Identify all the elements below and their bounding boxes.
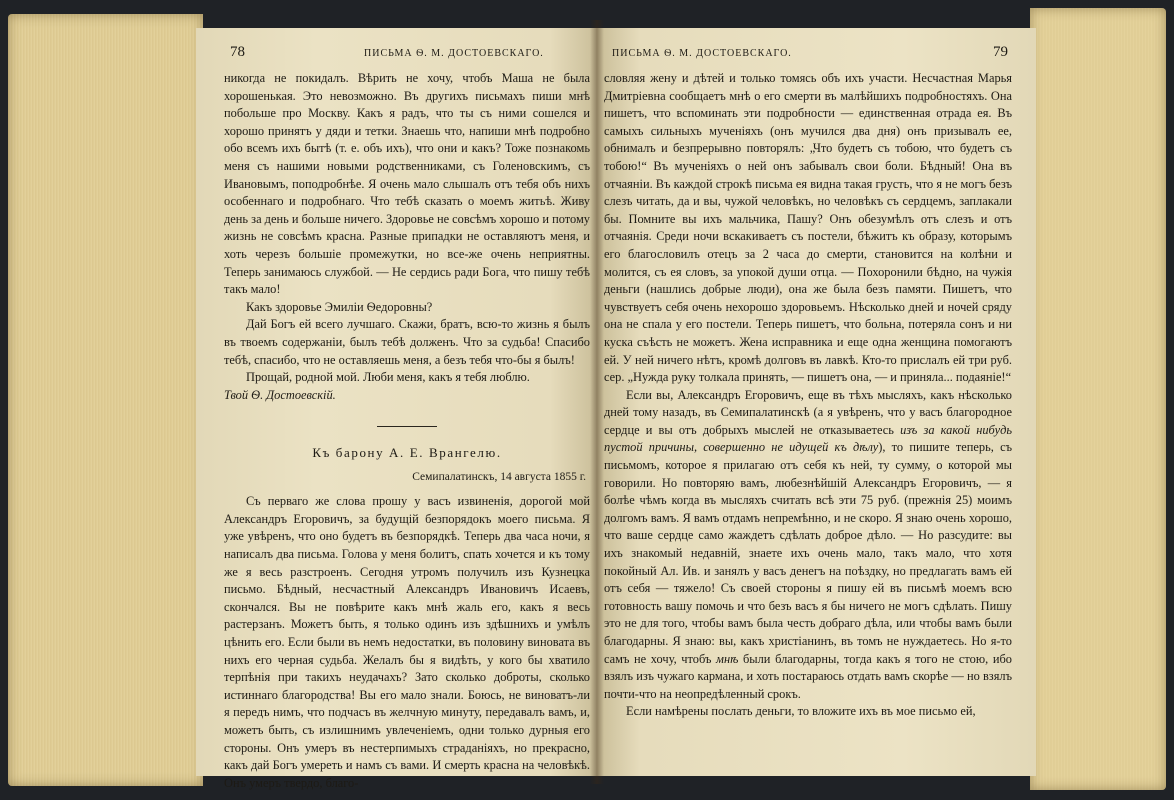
letter-dateline: Семипалатинскъ, 14 августа 1855 г. bbox=[412, 471, 586, 484]
left-paragraph-1: никогда не покидалъ. Вѣрить не хочу, чтобъ Маша не была хорошенькая. Это невозможно. Въ другихъ письмахъ пиши мнѣ побольше про Москву. Какъ я радъ, что ты съ ними сошелся и хорошо принятъ у дяди и тетки. Знаешь что, напиши мнѣ подробно обо всемъ ихъ бытѣ (т. е. объ ихъ), что они и какъ? Тоже познакомь меня съ нашими новыми родственниками, съ Голеновскимъ, съ Ивановымъ, поподробнѣе. Я очень мало слышалъ отъ тебя объ нихъ особеннаго и подробнаго. Что тебѣ сказать о моемъ житьѣ. Живу день за день и больше ничего. Здоровье не совсѣмъ хорошо и потому жизнь не совсѣмъ красна. Разные припадки не оставляютъ меня, и хоть черезъ большіе промежутки, но все-же очень неприятны. Теперь занимаюсь службой. — Не сердись ради Бога, что пишу тебѣ такъ мало! bbox=[224, 71, 590, 297]
section-divider bbox=[377, 426, 437, 427]
right-paragraph-2-italic-2: мнѣ bbox=[716, 651, 739, 666]
right-paragraph-2-part-a: Если вы, Александръ Егоровичъ, еще въ тѣхъ мысляхъ, какъ нѣсколько дней тому назадъ, въ Семипалатинскѣ (а я увѣренъ, что у васъ благородное сердце и вы отъ добрыхъ мыслей не отказываетесь bbox=[604, 387, 1012, 437]
right-page-edges bbox=[1030, 8, 1166, 790]
right-running-title: ПИСЬМА Ѳ. М. ДОСТОЕВСКАГО. bbox=[612, 48, 792, 59]
right-running-head bbox=[604, 46, 1012, 70]
right-paragraph-2-part-b: ), то пишите теперь, съ письмомъ, которое я прилагаю отъ себя къ ней, ту сумму, о которой мы говорили. Но повторяю вамъ, любезнѣйшій Александръ Егоровичъ, — я болѣе чѣмъ когда въ мысляхъ считать всѣ эти 75 руб. (прежнія 25) моимъ долгомъ вамъ. Я вамъ отдамъ непремѣнно, и не скоро. Я знаю очень хорошо, что ваше сердце само жаждетъ сдѣлать доброе дѣло. — Но разсудите: вы ихъ знакомый недавній, знаете ихъ очень мало, такъ мало, что хотя покойный Ал. Ив. и занялъ у васъ денегъ на поѣздку, но предлагать вамъ ей отъ себя — тяжело! Съ своей стороны я пишу ей въ письмѣ моемъ всю готовность вашу помочь и что безъ васъ я бы ничего не могъ сдѣлать. Пишу это не для того, чтобы вамъ была честь добраго дѣла, или чтобы вамъ были благодарны. Я знаю: вы, какъ христіанинъ, въ томъ не нуждаетесь. Но я-то самъ не хочу, чтобъ bbox=[604, 440, 1012, 666]
left-running-head bbox=[224, 46, 590, 70]
signature: Твой Ѳ. Достоевскій. bbox=[224, 387, 336, 402]
left-text-block bbox=[224, 70, 590, 792]
right-paragraph-2 bbox=[604, 387, 1012, 704]
right-text-block bbox=[604, 70, 1012, 721]
right-page bbox=[596, 28, 1036, 776]
left-page-number: 78 bbox=[230, 44, 245, 60]
left-page bbox=[196, 28, 598, 790]
right-paragraph-3: Если намѣрены послать деньги, то вложите ихъ въ мое письмо ей, bbox=[626, 704, 976, 719]
right-paragraph-2-part-c: были благодарны, тогда какъ я того не стою, ибо взялъ изъ чужаго кармана, и хоть постараюсь отдать вамъ скорѣе — но взялъ почти-что на неопредѣленный срокъ. bbox=[604, 651, 1012, 701]
letter-body: Съ перваго же слова прошу у васъ извиненія, дорогой мой Александръ Егоровичъ, за будущій безпорядокъ моего письма. Я уже увѣренъ, что оно будетъ въ безпорядкѣ. Теперь два часа ночи, я написалъ два письма. Голова у меня болитъ, спать хочется и къ тому же я весь разстроенъ. Сегодня утромъ получилъ изъ Кузнецка письмо. Бѣдный, несчастный Александръ Ивановичъ Исаевъ, скончался. Вы не повѣрите какъ мнѣ жаль его, какъ я весь растерзанъ. Можетъ быть, я только одинъ изъ здѣшнихъ и умѣлъ цѣнить его. Если были въ немъ недостатки, въ половину виновата въ нихъ его черная судьба. Желалъ бы я видѣть, у кого бы хватило терпѣнія при такихъ неудачахъ? Зато сколько доброты, сколько истиннаго благородства! Вы его мало знали. Боюсь, не виноватъ-ли я передъ нимъ, что подчасъ въ желчную минуту, передавалъ вамъ, и, можетъ быть, съ излишнимъ увлеченіемъ, одни только дурныя его стороны. Онъ умеръ въ нестерпимыхъ страданіяхъ, но прекрасно, какъ дай Богъ умереть и намъ съ вами. И смерть красна на человѣкѣ. Онъ умеръ твердо, благо- bbox=[224, 494, 590, 790]
left-paragraph-4: Прощай, родной мой. Люби меня, какъ я тебя люблю. bbox=[246, 370, 530, 385]
right-paragraph-2-italic: изъ за какой нибудь пустой причины, совершенно не идущей къ дѣлу bbox=[604, 422, 1012, 455]
left-page-edges bbox=[8, 14, 203, 786]
left-paragraph-2: Какъ здоровье Эмиліи Ѳедоровны? bbox=[246, 299, 433, 314]
left-running-title: ПИСЬМА Ѳ. М. ДОСТОЕВСКАГО. bbox=[364, 48, 544, 59]
letter-heading: Къ барону А. Е. Врангелю. bbox=[312, 445, 502, 461]
left-paragraph-3: Дай Богъ ей всего лучшаго. Скажи, братъ, всю-то жизнь я былъ въ твоемъ содержаніи, былъ тебѣ долженъ. Что за судьба! Спасибо тебѣ, спасибо, что не оставляешь меня, а безъ тебя что-бы я былъ! bbox=[224, 317, 590, 367]
right-paragraph-1: словляя жену и дѣтей и только томясь объ ихъ участи. Несчастная Марья Дмитріевна сообщаетъ мнѣ о его смерти въ малѣйшихъ подробностяхъ. Она пишетъ, что вспоминать эти подробности — единственная отрада ея. Въ самыхъ сильныхъ мученіяхъ (онъ мучился два дня) онъ призывалъ ее, обнималъ и безпрерывно повторялъ: „Что будетъ съ тобою, что будетъ съ тобою!“ Въ мученіяхъ о ней онъ забывалъ свои боли. Бѣдный! Она въ отчаяніи. Въ каждой строкѣ письма ея видна такая грусть, что я не могъ безъ слезъ читать, да и вы, чужой человѣкъ, но человѣкъ съ сердцемъ, заплакали бы. Помните вы ихъ мальчика, Пашу? Онъ обезумѣлъ отъ слезъ и отъ отчаянія. Среди ночи вскакиваетъ съ постели, бѣжитъ къ образу, которымъ его благословилъ отецъ за 2 часа до смерти, становится на колѣни и молится, съ ея словъ, за упокой души отца. — Похоронили бѣдно, на чужія деньги (нашлись добрые люди), она же была безъ памяти. Пишетъ, что чувствуетъ себя очень нехорошо здоровьемъ. Нѣсколько дней и ночей сряду она не спала у его постели. Теперь пишетъ, что больна, потеряла сонъ и ни куска съѣсть не можетъ. Жена исправника и еще одна женщина помогаютъ ей. У ней ничего нѣтъ, кромѣ долговъ въ лавкѣ. Кто-то прислалъ ей три руб. сер. „Нужда руку толкала принять, — пишетъ она, — и приняла... подаяніе!“ bbox=[604, 71, 1012, 385]
book-gutter bbox=[590, 20, 604, 784]
right-page-number: 79 bbox=[993, 44, 1008, 60]
